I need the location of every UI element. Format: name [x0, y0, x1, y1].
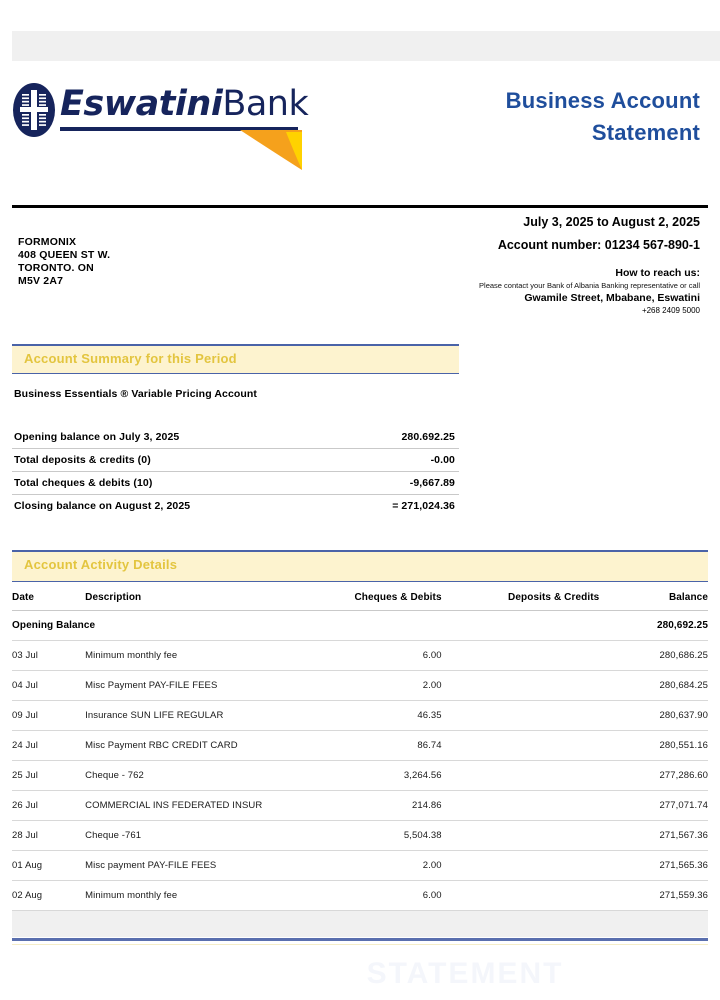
contact-block — [300, 266, 700, 316]
logo-swoosh-icon — [240, 130, 302, 170]
page-title-line1: Business Account — [505, 88, 700, 113]
summary-amount: 280.692.25 — [401, 431, 455, 443]
summary-label: Closing balance on August 2, 2025 — [12, 495, 334, 518]
table-row — [12, 731, 708, 761]
cell-description: Cheque -761 — [85, 821, 322, 851]
column-header-balance: Balance — [617, 585, 708, 611]
cell-date: 03 Jul — [12, 641, 85, 671]
cell-description: Misc Payment PAY-FILE FEES — [85, 671, 322, 701]
summary-amount: = 271,024.36 — [334, 495, 459, 518]
table-row — [12, 641, 708, 671]
cell-description: Misc Payment RBC CREDIT CARD — [85, 731, 322, 761]
cell-debit: 2.00 — [322, 671, 480, 701]
table-row — [12, 761, 708, 791]
cell-date: 04 Jul — [12, 671, 85, 701]
cell-date: 26 Jul — [12, 791, 85, 821]
cell-balance: 280,551.16 — [617, 731, 708, 761]
footer-watermark: STATEMENT — [366, 957, 564, 990]
cell-debit: 46.35 — [322, 701, 480, 731]
cell-debit: 86.74 — [322, 731, 480, 761]
cell-balance: 277,071.74 — [617, 791, 708, 821]
opening-balance-credit — [480, 611, 618, 641]
column-header-debits: Cheques & Debits — [322, 585, 480, 611]
cell-balance: 271,567.36 — [617, 821, 708, 851]
footer-divider — [12, 938, 708, 941]
account-summary — [12, 388, 459, 517]
cell-balance: 277,286.60 — [617, 761, 708, 791]
cell-debit: 6.00 — [322, 881, 480, 911]
customer-address — [18, 236, 110, 288]
opening-balance-debit — [322, 611, 480, 641]
summary-amount: -0.00 — [334, 449, 459, 472]
cell-description: Minimum monthly fee — [85, 641, 322, 671]
account-summary-section-header — [12, 344, 459, 374]
summary-label: Total cheques & debits (10) — [12, 472, 334, 495]
summary-label: Opening balance on July 3, 2025 — [14, 431, 180, 443]
cell-credit — [480, 791, 618, 821]
contact-phone: +268 2409 5000 — [641, 306, 700, 315]
cell-balance: 271,565.36 — [617, 851, 708, 881]
account-activity-table — [12, 585, 708, 911]
table-row — [12, 851, 708, 881]
opening-balance-row — [12, 611, 708, 641]
customer-address-line2: TORONTO. ON — [18, 262, 94, 274]
product-name: Business Essentials ® Variable Pricing Account — [14, 388, 258, 400]
statement-period: July 3, 2025 to August 2, 2025 — [523, 215, 700, 229]
cell-description: Misc payment PAY-FILE FEES — [85, 851, 322, 881]
cell-date: 02 Aug — [12, 881, 85, 911]
logo-text-primary: Eswatini — [60, 84, 223, 124]
cell-date: 25 Jul — [12, 761, 85, 791]
summary-label: Total deposits & credits (0) — [12, 449, 334, 472]
cell-debit: 2.00 — [322, 851, 480, 881]
cell-credit — [480, 701, 618, 731]
table-row — [12, 671, 708, 701]
logo-text-secondary: Bank — [222, 84, 309, 124]
cell-date: 24 Jul — [12, 731, 85, 761]
cell-balance: 271,559.36 — [617, 881, 708, 911]
cell-date: 09 Jul — [12, 701, 85, 731]
cell-debit: 3,264.56 — [322, 761, 480, 791]
table-footer-filler — [12, 911, 708, 937]
summary-row — [12, 472, 459, 495]
footer-divider-secondary — [12, 944, 708, 945]
account-summary-title: Account Summary for this Period — [24, 351, 237, 366]
cell-debit: 214.86 — [322, 791, 480, 821]
cell-description: Insurance SUN LIFE REGULAR — [85, 701, 322, 731]
cell-balance: 280,686.25 — [617, 641, 708, 671]
cell-balance: 280,684.25 — [617, 671, 708, 701]
table-row — [12, 791, 708, 821]
cell-balance: 280,637.90 — [617, 701, 708, 731]
bank-building-icon — [12, 82, 56, 138]
contact-instruction: Please contact your Bank of Albania Banking representative or call — [479, 281, 700, 290]
contact-address: Gwamile Street, Mbabane, Eswatini — [524, 292, 700, 304]
bank-logo — [12, 72, 312, 160]
table-row — [12, 701, 708, 731]
summary-amount: -9,667.89 — [334, 472, 459, 495]
cell-description: Cheque - 762 — [85, 761, 322, 791]
table-row — [12, 821, 708, 851]
customer-address-line1: 408 QUEEN ST W. — [18, 249, 111, 261]
account-summary-table — [12, 426, 459, 517]
cell-date: 28 Jul — [12, 821, 85, 851]
column-header-description: Description — [85, 585, 322, 611]
cell-credit — [480, 881, 618, 911]
account-activity-title: Account Activity Details — [24, 557, 178, 572]
account-number: Account number: 01234 567-890-1 — [497, 238, 700, 252]
summary-row — [12, 426, 459, 449]
account-activity-section-header — [12, 550, 708, 582]
page-title — [340, 85, 700, 149]
opening-balance-label: Opening Balance — [12, 611, 322, 641]
cell-credit — [480, 761, 618, 791]
cell-debit: 6.00 — [322, 641, 480, 671]
contact-title: How to reach us: — [615, 267, 700, 279]
table-row — [12, 881, 708, 911]
column-header-credits: Deposits & Credits — [480, 585, 618, 611]
summary-row — [12, 495, 459, 518]
summary-row — [12, 449, 459, 472]
cell-credit — [480, 731, 618, 761]
bank-wordmark — [60, 84, 310, 130]
table-header-row — [12, 585, 708, 611]
opening-balance-amount: 280,692.25 — [617, 611, 708, 641]
header-divider — [12, 205, 708, 208]
top-strip — [12, 31, 720, 61]
cell-credit — [480, 851, 618, 881]
cell-description: COMMERCIAL INS FEDERATED INSUR — [85, 791, 322, 821]
column-header-date: Date — [12, 585, 85, 611]
cell-date: 01 Aug — [12, 851, 85, 881]
statement-info — [0, 212, 720, 330]
customer-address-line3: M5V 2A7 — [18, 275, 64, 287]
cell-description: Minimum monthly fee — [85, 881, 322, 911]
page-title-line2: Statement — [591, 120, 700, 145]
cell-credit — [480, 671, 618, 701]
cell-debit: 5,504.38 — [322, 821, 480, 851]
cell-credit — [480, 821, 618, 851]
account-activity — [12, 585, 708, 937]
cell-credit — [480, 641, 618, 671]
customer-name: FORMONIX — [18, 236, 77, 248]
statement-header — [0, 61, 720, 185]
